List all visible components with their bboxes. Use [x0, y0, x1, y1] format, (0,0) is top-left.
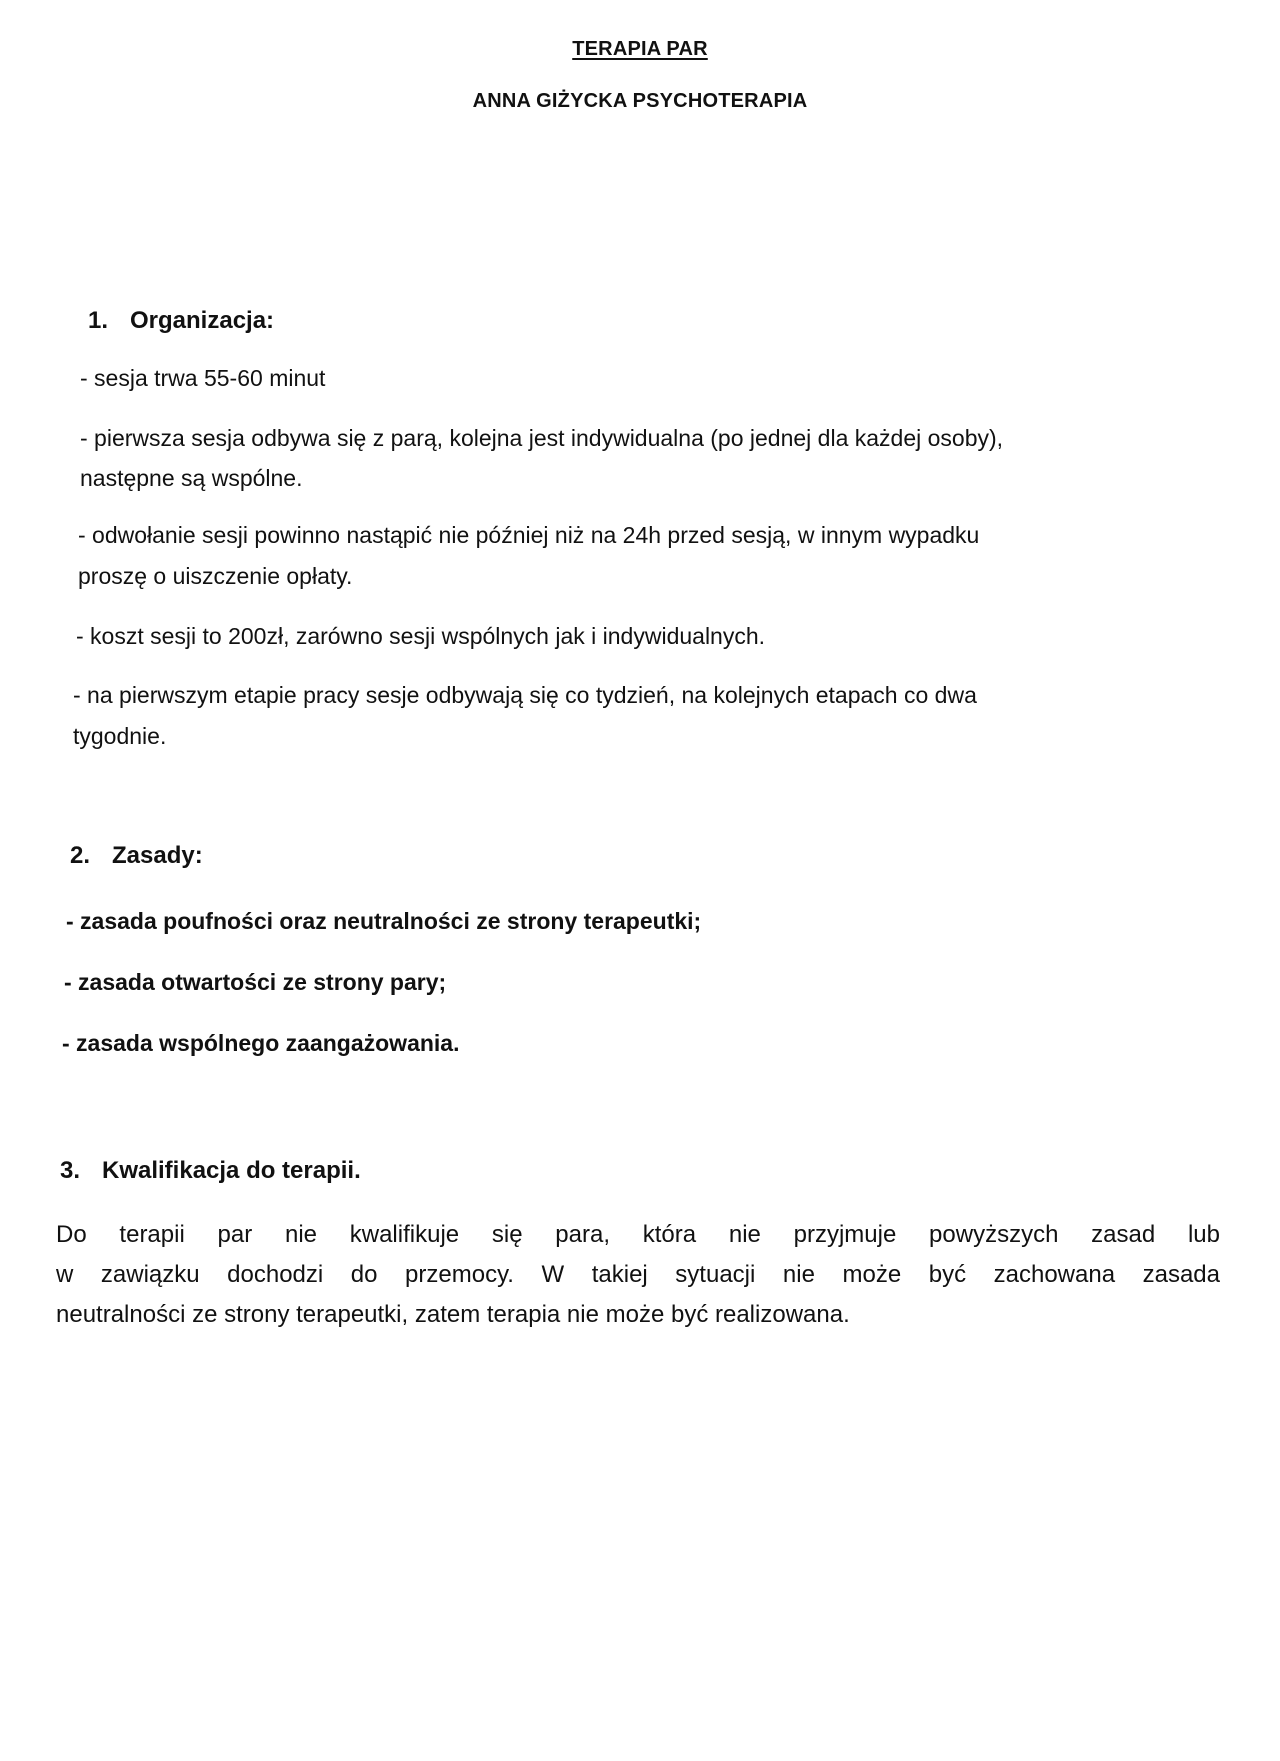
section-3-number: 3. [60, 1157, 81, 1184]
zasady-item-2: - zasada otwartości ze strony pary; [64, 969, 447, 995]
organizacja-item-4: - koszt sesji to 200zł, zarówno sesji wspólnych jak i indywidualnych. [76, 623, 766, 649]
organizacja-item-1: - sesja trwa 55-60 minut [80, 365, 326, 391]
section-2-title: Zasady: [112, 842, 203, 869]
section-1-heading [88, 307, 274, 335]
section-1-number: 1. [88, 307, 109, 334]
section-1-title: Organizacja: [130, 307, 275, 334]
organizacja-item-5-line-2: tygodnie. [73, 723, 167, 749]
document-title: TERAPIA PAR [572, 38, 708, 60]
paragraph-line-1: Do terapii par nie kwalifikuje się para, która nie przyjmuje powyższych zasad lub [56, 1221, 1220, 1248]
organizacja-item-3-line-2: proszę o uiszczenie opłaty. [78, 563, 353, 589]
paragraph-line-3: neutralności ze strony terapeutki, zatem terapia nie może być realizowana. [56, 1301, 850, 1328]
paragraph-line-2: w zawiązku dochodzi do przemocy. W takiej sytuacji nie może być zachowana zasada [56, 1261, 1220, 1288]
organizacja-item-2-line-2: następne są wspólne. [80, 465, 303, 491]
section-3-title: Kwalifikacja do terapii. [102, 1157, 361, 1184]
section-3-heading [60, 1157, 361, 1185]
organizacja-item-3-line-1: - odwołanie sesji powinno nastąpić nie później niż na 24h przed sesją, w innym wypadku [78, 522, 980, 548]
kwalifikacja-paragraph [56, 1215, 1220, 1335]
organizacja-item-2-line-1: - pierwsza sesja odbywa się z parą, kolejna jest indywidualna (po jednej dla każdej osoby), [80, 425, 1004, 451]
organizacja-item-5-line-1: - na pierwszym etapie pracy sesje odbywają się co tydzień, na kolejnych etapach co dwa [73, 682, 977, 708]
zasady-item-3: - zasada wspólnego zaangażowania. [62, 1030, 460, 1056]
section-2-heading [70, 842, 203, 870]
zasady-item-1: - zasada poufności oraz neutralności ze strony terapeutki; [66, 908, 702, 934]
document-subtitle: ANNA GIŻYCKA PSYCHOTERAPIA [472, 90, 808, 112]
section-2-number: 2. [70, 842, 91, 869]
